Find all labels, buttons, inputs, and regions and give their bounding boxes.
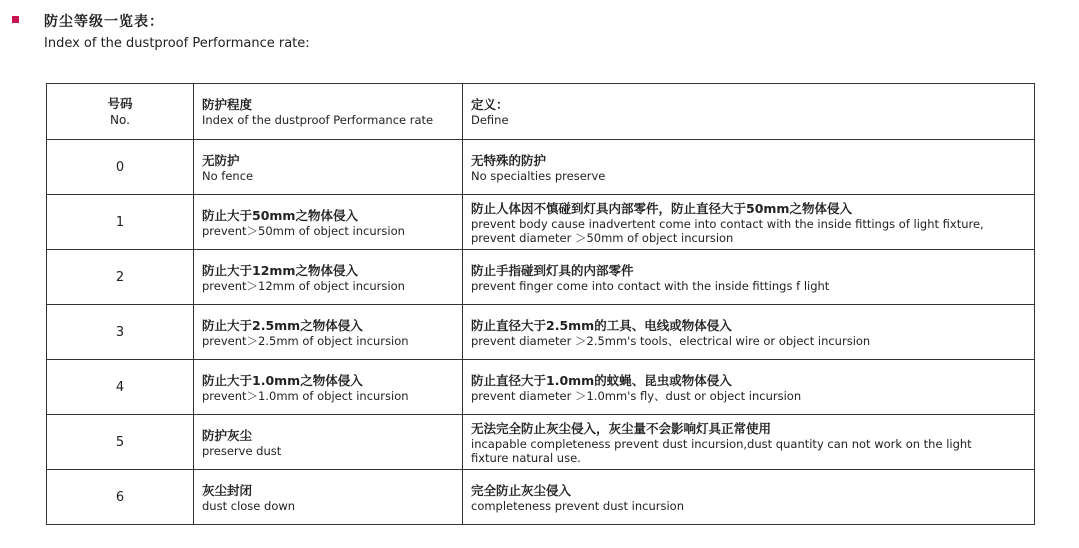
header-level-cn: 防护程度 bbox=[202, 97, 253, 112]
row-no bbox=[47, 470, 194, 525]
row-no-value: 6 bbox=[115, 489, 125, 505]
header-define-cn: 定义： bbox=[471, 97, 509, 112]
row-level-en: prevent＞12mm of object incursion bbox=[202, 278, 405, 293]
row-level bbox=[194, 195, 463, 250]
table-row bbox=[47, 250, 1035, 305]
row-no-value: 2 bbox=[115, 269, 125, 285]
row-no-value: 5 bbox=[115, 434, 125, 450]
row-no bbox=[47, 195, 194, 250]
row-define-en-line2: prevent diameter ＞50mm of object incursion bbox=[471, 230, 734, 245]
row-no-value: 3 bbox=[115, 324, 125, 340]
row-level-cn: 防护灰尘 bbox=[202, 427, 253, 443]
table-row bbox=[47, 360, 1035, 415]
table-row bbox=[47, 140, 1035, 195]
row-define bbox=[463, 250, 1035, 305]
header-no bbox=[47, 84, 194, 140]
row-define-cn: 防止直径大于2.5mm的工具、电线或物体侵入 bbox=[471, 317, 732, 333]
row-level-en: dust close down bbox=[202, 498, 296, 513]
row-define bbox=[463, 415, 1035, 470]
row-level-en: preserve dust bbox=[202, 443, 282, 458]
row-level-en: prevent＞2.5mm of object incursion bbox=[202, 333, 409, 348]
table-header-row bbox=[47, 84, 1035, 140]
row-define-en: prevent diameter ＞1.0mm's fly、dust or object incursion bbox=[471, 388, 802, 403]
bullet-square-icon bbox=[12, 16, 19, 23]
row-define-cn: 防止直径大于1.0mm的蚊蝇、昆虫或物体侵入 bbox=[471, 372, 732, 388]
row-define bbox=[463, 470, 1035, 525]
row-no bbox=[47, 415, 194, 470]
row-level bbox=[194, 415, 463, 470]
table-row bbox=[47, 195, 1035, 250]
row-define-cn: 无法完全防止灰尘侵入，灰尘量不会影响灯具正常使用 bbox=[471, 420, 772, 436]
row-level-cn: 防止大于50mm之物体侵入 bbox=[202, 207, 358, 223]
row-define-en: incapable completeness prevent dust incursion,dust quantity can not work on the light bbox=[471, 436, 972, 451]
header-level bbox=[194, 84, 463, 140]
row-define-en: prevent diameter ＞2.5mm's tools、electrical wire or object incursion bbox=[471, 333, 871, 348]
row-level bbox=[194, 470, 463, 525]
row-define-en: prevent finger come into contact with the inside fittings f light bbox=[471, 278, 830, 293]
header-define-en: Define bbox=[471, 113, 509, 127]
row-define bbox=[463, 305, 1035, 360]
table-row bbox=[47, 470, 1035, 525]
dustproof-rate-table bbox=[46, 83, 1035, 525]
row-define-cn: 防止人体因不慎碰到灯具内部零件，防止直径大于50mm之物体侵入 bbox=[471, 200, 852, 216]
row-level-en: prevent＞1.0mm of object incursion bbox=[202, 388, 409, 403]
row-level-cn: 防止大于2.5mm之物体侵入 bbox=[202, 317, 363, 333]
header-level-en: Index of the dustproof Performance rate bbox=[202, 113, 434, 127]
header-no-en: No. bbox=[110, 112, 130, 127]
row-define-en: prevent body cause inadvertent come into contact with the inside fittings of light fixture, bbox=[471, 216, 984, 231]
row-define bbox=[463, 140, 1035, 195]
row-level-cn: 防止大于1.0mm之物体侵入 bbox=[202, 372, 363, 388]
page-title-en: Index of the dustproof Performance rate: bbox=[44, 36, 310, 51]
row-level-cn: 灰尘封闭 bbox=[202, 482, 253, 498]
row-define-cn: 防止手指碰到灯具的内部零件 bbox=[471, 262, 634, 278]
row-define-cn: 完全防止灰尘侵入 bbox=[471, 482, 572, 498]
row-level bbox=[194, 360, 463, 415]
row-no bbox=[47, 140, 194, 195]
row-level bbox=[194, 305, 463, 360]
row-define-en: completeness prevent dust incursion bbox=[471, 498, 684, 513]
row-level bbox=[194, 140, 463, 195]
row-level bbox=[194, 250, 463, 305]
row-no bbox=[47, 250, 194, 305]
row-no bbox=[47, 305, 194, 360]
row-no-value: 1 bbox=[115, 214, 125, 230]
row-no-value: 0 bbox=[115, 159, 125, 175]
row-define-en-line2: fixture natural use. bbox=[471, 450, 581, 465]
row-no-value: 4 bbox=[115, 379, 125, 395]
row-no bbox=[47, 360, 194, 415]
row-define bbox=[463, 195, 1035, 250]
header-no-cn: 号码 bbox=[107, 95, 133, 111]
row-define bbox=[463, 360, 1035, 415]
row-define-en: No specialties preserve bbox=[471, 168, 606, 183]
header-define bbox=[463, 84, 1035, 140]
table-row bbox=[47, 415, 1035, 470]
row-level-en: No fence bbox=[202, 168, 254, 183]
table-row bbox=[47, 305, 1035, 360]
row-level-cn: 防止大于12mm之物体侵入 bbox=[202, 262, 358, 278]
row-level-cn: 无防护 bbox=[202, 152, 240, 168]
row-level-en: prevent＞50mm of object incursion bbox=[202, 223, 405, 238]
page-title-cn: 防尘等级一览表： bbox=[44, 14, 164, 30]
row-define-cn: 无特殊的防护 bbox=[471, 152, 547, 168]
